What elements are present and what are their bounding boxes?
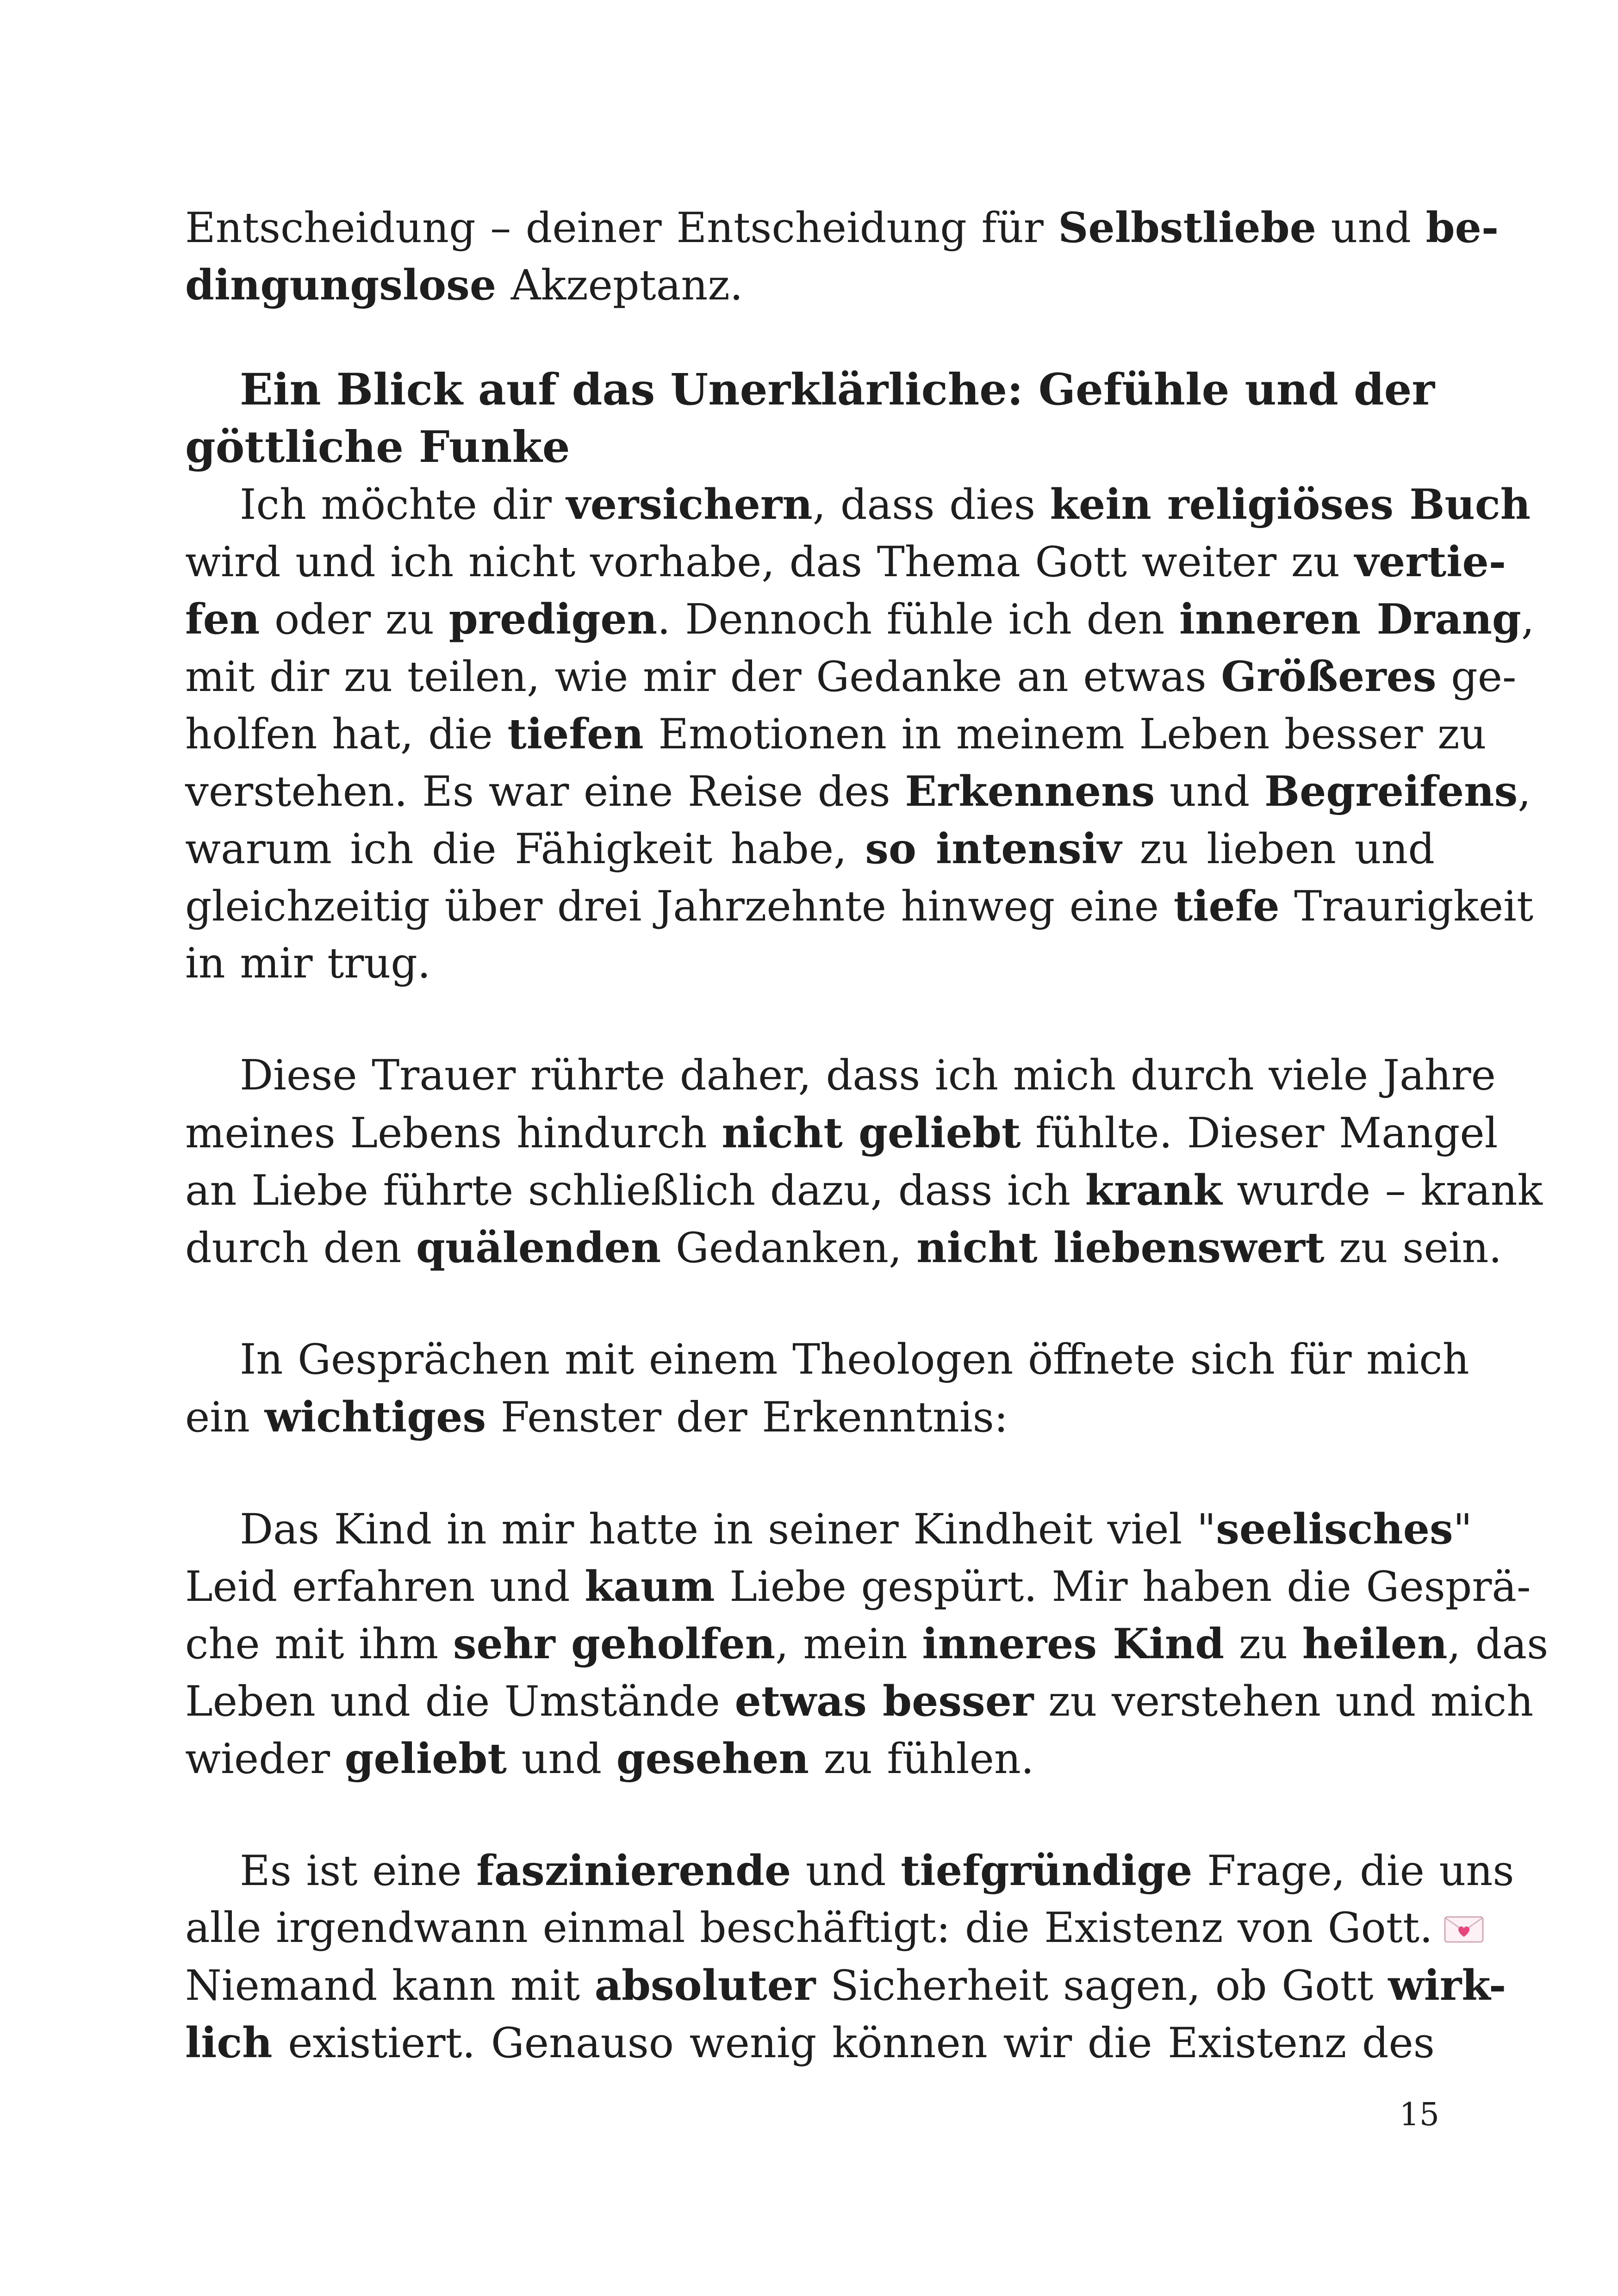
text-span: ein [185, 1393, 265, 1442]
text-span: wurde – krank [1222, 1166, 1543, 1215]
emphasis: lich [185, 2018, 273, 2067]
text-line [185, 199, 1499, 256]
emphasis: geliebt [344, 1734, 507, 1783]
emphasis: krank [1085, 1166, 1222, 1215]
text-span: Es ist eine [240, 1847, 477, 1895]
text-line [185, 1162, 1543, 1219]
text-span: oder zu [260, 595, 449, 644]
text-span: wird und ich nicht vorhabe, das Thema Gott weiter zu [185, 538, 1355, 586]
text-span: che mit ihm [185, 1620, 453, 1668]
emphasis: vertie- [1354, 537, 1506, 586]
text-span: Liebe gespürt. Mir haben die Gesprä- [715, 1562, 1531, 1611]
text-line [185, 1500, 1473, 1558]
page-number: 15 [1399, 2097, 1439, 2133]
text-span: Frage, die uns [1192, 1847, 1514, 1895]
text-span: , [1518, 767, 1531, 816]
emphasis: Begreifens [1264, 767, 1518, 816]
text-span: ge- [1436, 653, 1517, 701]
text-span: Niemand kann mit [185, 1961, 595, 2010]
emphasis: heilen [1302, 1619, 1448, 1668]
emphasis: tiefgründige [901, 1846, 1193, 1895]
text-line [185, 820, 1435, 877]
text-line [185, 1730, 1435, 1787]
text-line [185, 1219, 1502, 1276]
section-heading [185, 361, 1435, 476]
paragraph [185, 1842, 1514, 2072]
text-span: existiert. Genauso wenig können wir die Existenz des [272, 2019, 1435, 2067]
text-line [185, 648, 1517, 705]
emphasis: seelisches [1216, 1505, 1453, 1554]
emphasis: wichtiges [264, 1393, 486, 1442]
emphasis: Selbstliebe [1058, 203, 1316, 252]
text-span: wieder [185, 1735, 345, 1783]
emphasis: gesehen [616, 1734, 809, 1783]
text-span: Fenster der Erkenntnis: [486, 1393, 1008, 1442]
book-page [185, 199, 1549, 2072]
text-line [185, 1558, 1531, 1615]
text-line [185, 1842, 1514, 1899]
text-span: in mir trug. [185, 939, 431, 988]
emphasis: sehr geholfen [453, 1619, 776, 1668]
text-span: meines Lebens hindurch [185, 1109, 722, 1157]
emphasis: versichern [566, 480, 813, 529]
text-span: Traurigkeit [1279, 882, 1534, 931]
heading-line: Ein Blick auf das Unerklärliche: Gefühle und der [240, 364, 1435, 415]
text-span: , das [1447, 1620, 1549, 1668]
text-span: zu verstehen und mich [1033, 1677, 1534, 1726]
text-span: , mein [775, 1620, 922, 1668]
emphasis: fen [185, 595, 260, 644]
text-span: und [791, 1847, 901, 1895]
emphasis: tiefe [1173, 882, 1280, 931]
emphasis: inneren Drang [1179, 595, 1521, 644]
paragraph [185, 1331, 1469, 1446]
text-line [185, 877, 1534, 935]
emphasis: tiefen [507, 709, 644, 759]
text-span: zu lieben und [1121, 825, 1435, 873]
emphasis: predigen [448, 595, 658, 644]
love-letter-icon [1444, 1915, 1484, 1944]
emphasis: quälenden [416, 1223, 661, 1272]
text-line [185, 1615, 1549, 1673]
emphasis: absoluter [594, 1961, 816, 2010]
text-span: durch den [185, 1224, 417, 1272]
text-line [185, 591, 1535, 648]
text-span: Das Kind in mir hatte in seiner Kindheit viel " [240, 1505, 1216, 1554]
text-span: In Gesprächen mit einem Theologen öffnete sich für mich [240, 1335, 1469, 1384]
text-span: und [1155, 767, 1265, 816]
text-span: zu fühlen. [809, 1735, 1034, 1783]
text-line [185, 2014, 1435, 2072]
text-span: und [506, 1735, 616, 1783]
emphasis: dingungslose [185, 261, 497, 310]
text-span: . Dennoch fühle ich den [657, 595, 1179, 644]
emphasis: inneres Kind [922, 1619, 1225, 1668]
text-line [185, 1899, 1435, 1957]
emphasis: Größeres [1221, 652, 1437, 701]
text-span: alle irgendwann einmal beschäftigt: die Existenz von Gott. [185, 1904, 1433, 1952]
text-span: Diese Trauer rührte daher, dass ich mich durch viele Jahre [240, 1051, 1496, 1100]
text-span: , dass dies [812, 480, 1050, 529]
text-span: Entscheidung – deiner Entscheidung für [185, 204, 1058, 252]
text-span: gleichzeitig über drei Jahrzehnte hinweg eine [185, 882, 1174, 931]
text-line [185, 476, 1531, 533]
emphasis: faszinierende [476, 1846, 791, 1895]
text-line [185, 1957, 1506, 2014]
text-span: " [1453, 1505, 1473, 1554]
text-line [185, 1331, 1469, 1388]
text-span: Emotionen in meinem Leben besser zu [643, 710, 1487, 759]
text-line [185, 1388, 1435, 1446]
paragraph-continuation [185, 199, 1499, 314]
emphasis: nicht geliebt [722, 1108, 1021, 1157]
text-span: Gedanken, [661, 1224, 917, 1272]
text-span: , [1521, 595, 1535, 644]
text-line [185, 1104, 1498, 1162]
text-line [185, 1047, 1496, 1104]
paragraph [185, 1047, 1543, 1276]
emphasis: etwas besser [734, 1677, 1034, 1726]
text-span: Sicherheit sagen, ob Gott [815, 1961, 1388, 2010]
text-span: Leid erfahren und [185, 1562, 585, 1611]
text-span: zu sein. [1324, 1224, 1502, 1272]
text-line [185, 533, 1506, 591]
emphasis: wirk- [1388, 1961, 1506, 2010]
text-line [185, 935, 1435, 992]
text-line [185, 1673, 1534, 1730]
emphasis: kein religiöses Buch [1050, 480, 1531, 529]
text-span: mit dir zu teilen, wie mir der Gedanke an etwas [185, 653, 1221, 701]
paragraph [185, 476, 1535, 992]
text-span: zu [1224, 1620, 1302, 1668]
text-span: holfen hat, die [185, 710, 508, 759]
text-span: Leben und die Umstände [185, 1677, 735, 1726]
emphasis: Erkennens [905, 767, 1155, 816]
heading-line: göttliche Funke [185, 422, 570, 473]
text-span: Ich möchte dir [240, 480, 566, 529]
text-span: verstehen. Es war eine Reise des [185, 767, 905, 816]
text-span: und [1316, 204, 1426, 252]
text-span: fühlte. Dieser Mangel [1021, 1109, 1498, 1157]
text-line [185, 763, 1531, 820]
emphasis: kaum [585, 1562, 715, 1611]
text-span: Akzeptanz. [496, 261, 743, 310]
emphasis: be- [1425, 203, 1499, 252]
emphasis: so intensiv [865, 824, 1122, 873]
text-line [185, 256, 1435, 314]
text-span: an Liebe führte schließlich dazu, dass ich [185, 1166, 1085, 1215]
text-line [185, 705, 1487, 763]
text-span: warum ich die Fähigkeit habe, [185, 825, 865, 873]
emphasis: nicht liebenswert [916, 1223, 1325, 1272]
paragraph [185, 1500, 1549, 1787]
